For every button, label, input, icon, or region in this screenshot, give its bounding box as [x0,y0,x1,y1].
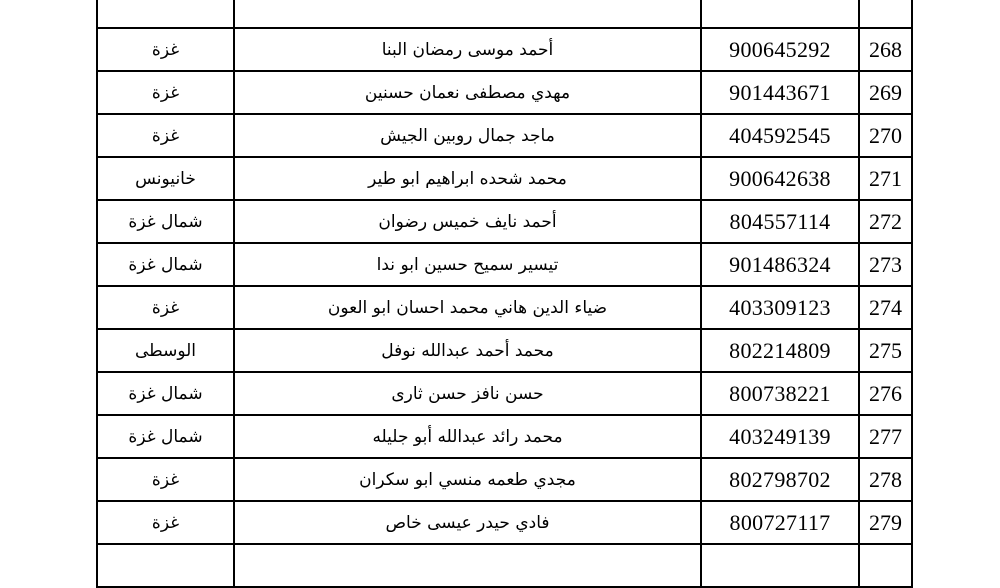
name-cell: محمد أحمد عبدالله نوفل [234,329,701,372]
table-row [97,114,912,157]
serial-number-cell: 278 [859,458,912,501]
table-row [97,458,912,501]
id-number-cell: 403309123 [701,286,859,329]
id-number-cell: 404592545 [701,114,859,157]
id-number-cell: 804557114 [701,200,859,243]
id-number-cell: 802798702 [701,458,859,501]
serial-number-cell: 272 [859,200,912,243]
region-cell: غزة [97,286,234,329]
region-cell: الوسطى [97,329,234,372]
region-cell: غزة [97,114,234,157]
table-row [97,71,912,114]
name-cell: محمد شحده ابراهيم ابو طير [234,157,701,200]
id-number-cell: 901443671 [701,71,859,114]
table-row [97,243,912,286]
name-cell: حسن نافز حسن ثارى [234,372,701,415]
serial-number-cell: 268 [859,28,912,71]
table-row [97,200,912,243]
region-cell: غزة [97,458,234,501]
region-cell: خانيونس [97,157,234,200]
id-number-cell: 800738221 [701,372,859,415]
table-row [97,286,912,329]
serial-number-cell [859,544,912,587]
serial-number-cell: 273 [859,243,912,286]
id-number-cell: 900642638 [701,157,859,200]
region-cell: شمال غزة [97,200,234,243]
region-cell: غزة [97,501,234,544]
records-table-body [97,0,912,587]
table-row [97,372,912,415]
name-cell: أحمد نايف خميس رضوان [234,200,701,243]
region-cell: شمال غزة [97,415,234,458]
id-number-cell: 403249139 [701,415,859,458]
region-cell: غزة [97,28,234,71]
serial-number-cell: 271 [859,157,912,200]
name-cell [234,0,701,28]
id-number-cell: 800727117 [701,501,859,544]
table-row [97,415,912,458]
table-row [97,501,912,544]
records-table-wrapper [96,0,911,588]
table-row [97,28,912,71]
region-cell [97,0,234,28]
name-cell [234,544,701,587]
id-number-cell: 901486324 [701,243,859,286]
name-cell: مجدي طعمه منسي ابو سكران [234,458,701,501]
table-row [97,544,912,587]
name-cell: تيسير سميح حسين ابو ندا [234,243,701,286]
id-number-cell [701,0,859,28]
id-number-cell: 802214809 [701,329,859,372]
name-cell: ضياء الدين هاني محمد احسان ابو العون [234,286,701,329]
name-cell: فادي حيدر عيسى خاص [234,501,701,544]
serial-number-cell: 275 [859,329,912,372]
serial-number-cell: 276 [859,372,912,415]
serial-number-cell: 274 [859,286,912,329]
serial-number-cell: 279 [859,501,912,544]
table-row [97,157,912,200]
serial-number-cell: 277 [859,415,912,458]
name-cell: ماجد جمال روبين الجيش [234,114,701,157]
serial-number-cell: 270 [859,114,912,157]
name-cell: محمد رائد عبدالله أبو جليله [234,415,701,458]
name-cell: أحمد موسى رمضان البنا [234,28,701,71]
serial-number-cell [859,0,912,28]
region-cell [97,544,234,587]
id-number-cell: 900645292 [701,28,859,71]
id-number-cell [701,544,859,587]
table-row [97,329,912,372]
records-table [96,0,913,588]
region-cell: شمال غزة [97,372,234,415]
region-cell: غزة [97,71,234,114]
region-cell: شمال غزة [97,243,234,286]
name-cell: مهدي مصطفى نعمان حسنين [234,71,701,114]
serial-number-cell: 269 [859,71,912,114]
table-row [97,0,912,28]
